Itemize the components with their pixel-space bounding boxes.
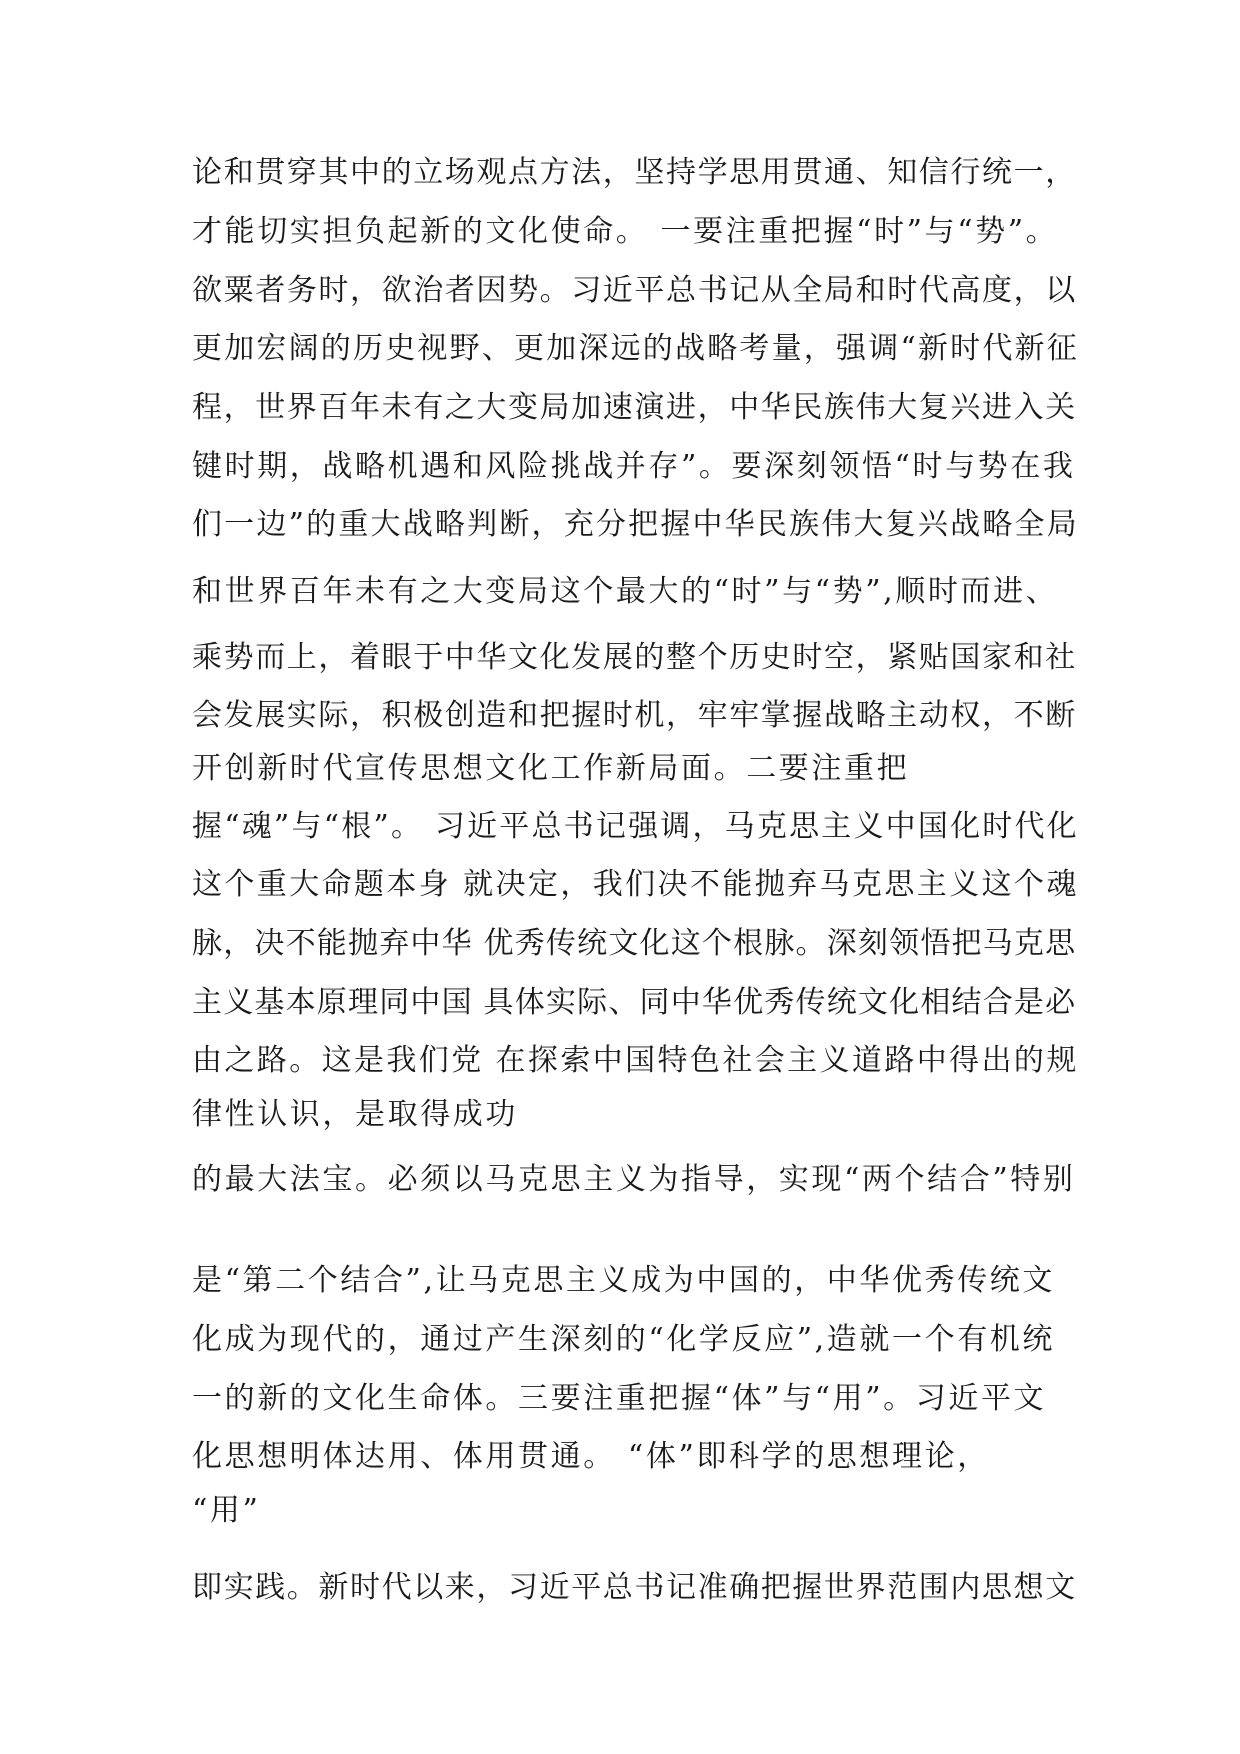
text-line: 的最大法宝。必须以马克思主义为指导，实现“两个结合”特别 bbox=[192, 1162, 1076, 1197]
text-line: 论和贯穿其中的立场观点方法，坚持学思用贯通、知信行统一， bbox=[192, 155, 1077, 190]
text-line: 化成为现代的，通过产生深刻的“化学反应”,造就一个有机统 bbox=[192, 1322, 1056, 1357]
text-line: 们一边”的重大战略判断，充分把握中华民族伟大复兴战略全局 bbox=[192, 507, 1079, 542]
text-line: 和世界百年未有之大变局这个最大的“时”与“势”,顺时而进、 bbox=[192, 574, 1059, 609]
text-line: 这个重大命题本身 就决定，我们决不能抛弃马克思主义这个魂 bbox=[192, 867, 1079, 902]
text-line: 即实践。新时代以来，习近平总书记准确把握世界范围内思想文 bbox=[192, 1570, 1077, 1605]
text-line: 会发展实际，积极创造和把握时机，牢牢掌握战略主动权，不断 bbox=[192, 698, 1077, 733]
text-line: “用” bbox=[192, 1493, 261, 1528]
text-line: 一的新的文化生命体。三要注重把握“体”与“用”。习近平文 bbox=[192, 1381, 1047, 1416]
text-line: 握“魂”与“根”。 习近平总书记强调，马克思主义中国化时代化 bbox=[192, 809, 1079, 844]
text-line: 主义基本原理同中国 具体实际、同中华优秀传统文化相结合是必 bbox=[192, 985, 1077, 1020]
text-line: 欲粟者务时，欲治者因势。习近平总书记从全局和时代高度，以 bbox=[192, 273, 1077, 308]
text-line: 程，世界百年未有之大变局加速演进，中华民族伟大复兴进入关 bbox=[192, 390, 1077, 425]
text-line: 脉，决不能抛弃中华 优秀传统文化这个根脉。深刻领悟把马克思 bbox=[192, 926, 1077, 961]
text-line: 是“第二个结合”,让马克思主义成为中国的，中华优秀传统文 bbox=[192, 1263, 1056, 1298]
text-line: 键时期，战略机遇和风险挑战并存”。要深刻领悟“时与势在我 bbox=[192, 449, 1076, 484]
text-line: 律性认识，是取得成功 bbox=[192, 1097, 518, 1132]
text-line: 开创新时代宣传思想文化工作新局面。二要注重把 bbox=[192, 751, 910, 786]
text-line: 才能切实担负起新的文化使命。 一要注重把握“时”与“势”。 bbox=[192, 214, 1059, 249]
text-line: 更加宏阔的历史视野、更加深远的战略考量，强调“新时代新征 bbox=[192, 331, 1079, 366]
text-line: 由之路。这是我们党 在探索中国特色社会主义道路中得出的规 bbox=[192, 1043, 1079, 1078]
text-line: 化思想明体达用、体用贯通。 “体”即科学的思想理论， bbox=[192, 1439, 990, 1474]
text-line: 乘势而上，着眼于中华文化发展的整个历史时空，紧贴国家和社 bbox=[192, 640, 1077, 675]
